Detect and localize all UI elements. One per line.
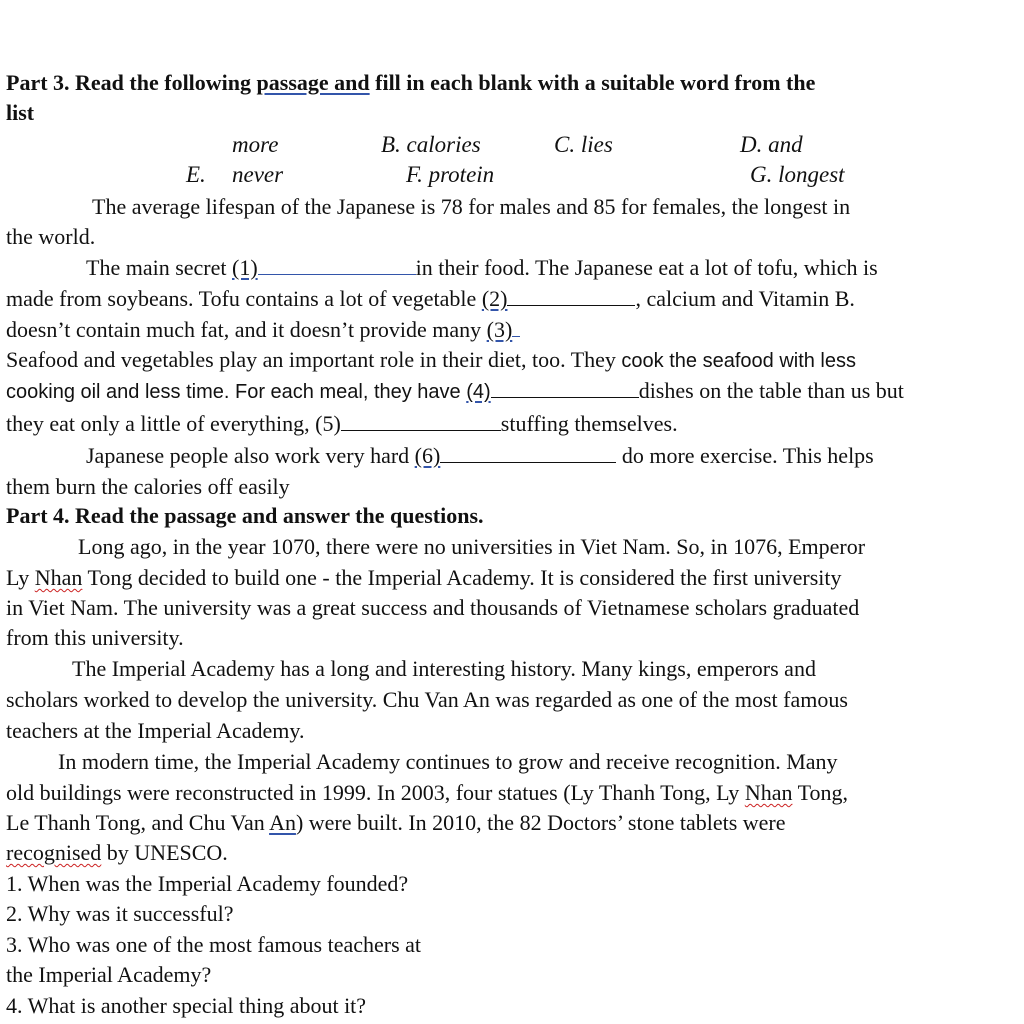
- p3-para1-line1: The average lifespan of the Japanese is 78 for males and 85 for females, the longest in: [92, 194, 851, 219]
- spellcheck-word: recognised: [6, 840, 102, 865]
- p4-para1-line1: Long ago, in the year 1070, there were no universities in Viet Nam. So, in 1076, Emperor: [78, 534, 866, 559]
- blank-5[interactable]: [341, 410, 501, 431]
- p3-para3-line2: them burn the calories off easily: [6, 474, 290, 499]
- part3-title-text: Part 3. Read the following: [6, 70, 257, 95]
- p3-text: they eat only a little of everything, (5): [6, 411, 341, 436]
- p4-para1-line3: in Viet Nam. The university was a great success and thousands of Vietnamese scholars graduated: [6, 595, 860, 620]
- p3-para2-line3: [6, 315, 1024, 345]
- option-c: C. lies: [554, 132, 613, 157]
- p4-para3-line4: [6, 838, 1024, 868]
- blank-4[interactable]: [491, 377, 639, 398]
- question-3-cont: the Imperial Academy?: [6, 962, 212, 987]
- option-d: D. and: [740, 132, 803, 157]
- option-e: never: [232, 162, 284, 187]
- p3-para1-line2: the world.: [6, 224, 96, 249]
- option-g: G. longest: [750, 162, 845, 187]
- option-b: B. calories: [381, 132, 481, 157]
- p4-text: ) were built. In 2010, the 82 Doctors’ stone tablets were: [295, 810, 786, 835]
- p3-para2-line4: [6, 345, 1024, 375]
- p3-text: , calcium and Vitamin B.: [635, 286, 855, 311]
- p4-para3-line2: [6, 778, 1024, 808]
- p4-para2-line3: teachers at the Imperial Academy.: [6, 718, 305, 743]
- p4-text: Tong,: [792, 780, 848, 805]
- p4-para2-line2: scholars worked to develop the university. Chu Van An was regarded as one of the most famous: [6, 687, 848, 712]
- blank-3[interactable]: [512, 316, 520, 337]
- p3-text: Japanese people also work very hard: [86, 443, 415, 468]
- p3-text: stuffing themselves.: [500, 411, 678, 436]
- question-4: 4. What is another special thing about it?: [6, 993, 367, 1018]
- p4-text: Le Thanh Tong, and Chu Van: [6, 810, 270, 835]
- p3-text: doesn’t contain much fat, and it doesn’t provide many: [6, 317, 487, 342]
- p3-para2-line1: [86, 253, 1024, 283]
- blank-number-1: (1): [232, 255, 258, 280]
- question-2: 2. Why was it successful?: [6, 901, 234, 926]
- p3-text: do more exercise. This helps: [616, 443, 874, 468]
- p3-text: made from soybeans. Tofu contains a lot of vegetable: [6, 286, 482, 311]
- p4-text: by UNESCO.: [101, 840, 228, 865]
- p3-text-sans: cook the seafood with less: [621, 350, 857, 372]
- p4-para2-line1: The Imperial Academy has a long and interesting history. Many kings, emperors and: [72, 656, 816, 681]
- p3-text: Seafood and vegetables play an important role in their diet, too. They: [6, 347, 622, 372]
- p4-para3-line3: [6, 808, 1024, 838]
- part3-title-list: list: [6, 100, 35, 125]
- p4-text: Tong decided to build one - the Imperial Academy. It is considered the first university: [82, 565, 842, 590]
- p3-para2-line2: [6, 284, 1024, 314]
- p4-para3-line1: In modern time, the Imperial Academy continues to grow and receive recognition. Many: [58, 749, 838, 774]
- p3-text: in their food. The Japanese eat a lot of tofu, which is: [415, 255, 878, 280]
- p3-para3-line1: [86, 441, 1024, 471]
- grammar-word: An: [269, 810, 296, 835]
- spellcheck-word: Nhan: [744, 780, 793, 805]
- blank-number-3: (3): [486, 317, 513, 342]
- p3-text: dishes on the table than us but: [638, 378, 904, 403]
- blank-1[interactable]: [258, 254, 416, 275]
- part3-title-text-end: fill in each blank with a suitable word from the: [369, 70, 816, 95]
- blank-number-6: (6): [414, 443, 441, 468]
- p3-para2-line6: [6, 409, 1024, 439]
- blank-2[interactable]: [507, 285, 635, 306]
- option-e-letter: E.: [186, 162, 206, 187]
- option-more: more: [232, 132, 279, 157]
- question-1: 1. When was the Imperial Academy founded?: [6, 871, 409, 896]
- blank-number-4: (4): [466, 381, 491, 403]
- blank-6[interactable]: [440, 442, 616, 463]
- p4-text: Ly: [6, 565, 35, 590]
- p4-para1-line2: [6, 563, 1024, 593]
- question-3: 3. Who was one of the most famous teachers at: [6, 932, 422, 957]
- part3-title-passage: passage and: [256, 70, 370, 95]
- p4-text: old buildings were reconstructed in 1999. In 2003, four statues (Ly Thanh Tong, Ly: [6, 780, 745, 805]
- p3-para2-line5: [6, 376, 1024, 406]
- part3-title: [6, 68, 1024, 98]
- part4-title: Part 4. Read the passage and answer the questions.: [6, 503, 484, 528]
- option-f: F. protein: [406, 162, 495, 187]
- p4-para1-line4: from this university.: [6, 625, 184, 650]
- blank-number-2: (2): [481, 286, 508, 311]
- p3-text-sans: cooking oil and less time. For each meal, they have: [6, 381, 467, 403]
- p3-text: The main secret: [86, 255, 232, 280]
- spellcheck-word: Nhan: [34, 565, 83, 590]
